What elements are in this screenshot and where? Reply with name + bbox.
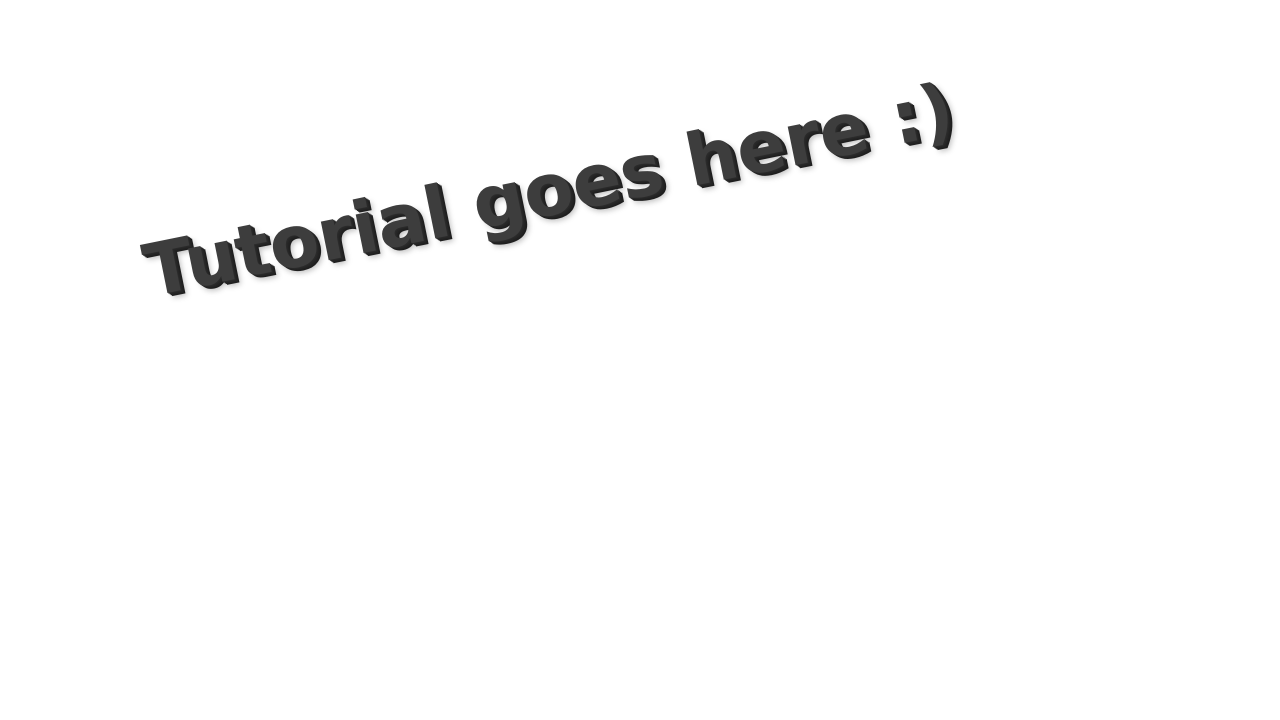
tutorial-message: Tutorial goes here :): [136, 66, 961, 314]
